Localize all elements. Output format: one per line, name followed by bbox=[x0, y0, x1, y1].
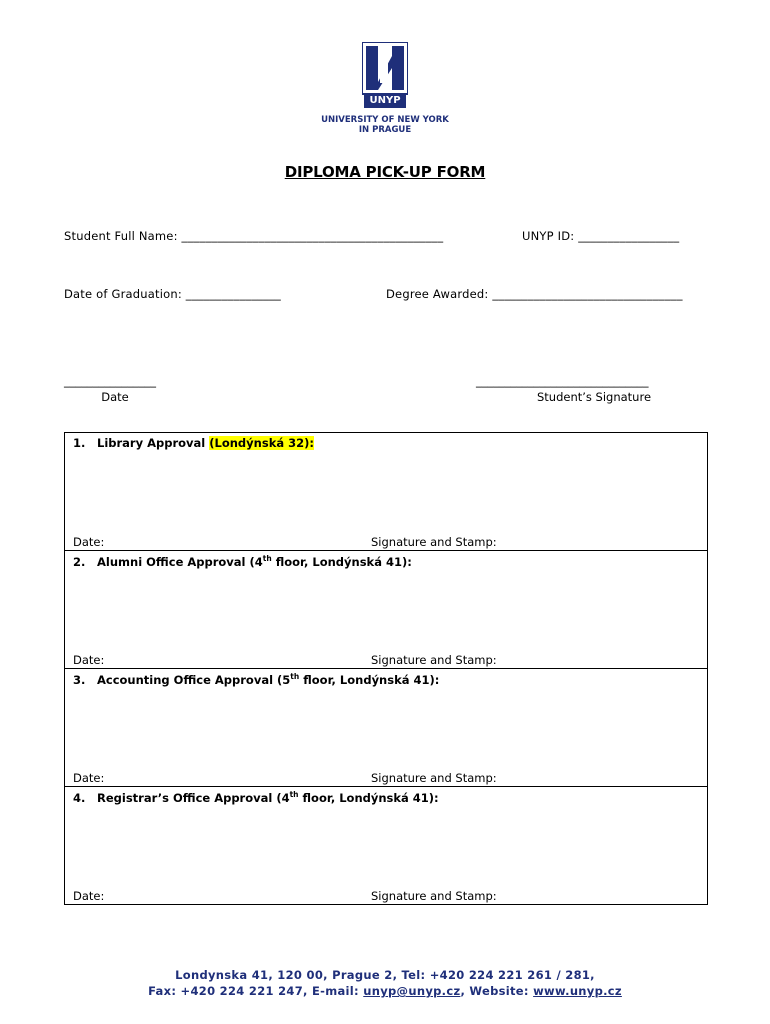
degree-field[interactable] bbox=[386, 287, 683, 301]
logo-line1: UNIVERSITY OF NEW YORK bbox=[321, 115, 449, 125]
student-signature-line[interactable]: ______________________________ bbox=[476, 374, 649, 388]
approval-signature-label: Signature and Stamp: bbox=[371, 771, 497, 785]
approval-date-label: Date: bbox=[73, 889, 105, 903]
approval-date-label: Date: bbox=[73, 653, 105, 667]
footer-address: Londynska 41, 120 00, Prague 2, Tel: +420 224 221 261 / 281, bbox=[175, 968, 595, 982]
unyp-id-field[interactable] bbox=[522, 229, 679, 243]
email-link[interactable]: unyp@unyp.cz bbox=[363, 984, 461, 998]
approvals-table bbox=[64, 432, 708, 905]
degree-label: Degree Awarded: bbox=[386, 287, 489, 301]
logo-wordmark: UNYP bbox=[369, 95, 401, 106]
student-signature-caption: Student’s Signature bbox=[536, 390, 652, 404]
page-title: DIPLOMA PICK-UP FORM bbox=[284, 163, 486, 181]
full-name-blank: ____________________________________________ bbox=[181, 229, 444, 243]
full-name-field[interactable] bbox=[64, 229, 443, 243]
approval-signature-label: Signature and Stamp: bbox=[371, 653, 497, 667]
approval-block-registrar[interactable] bbox=[65, 787, 707, 905]
full-name-label: Student Full Name: bbox=[64, 229, 178, 243]
date-signature-line[interactable]: ________________ bbox=[64, 374, 156, 388]
logo-line2: IN PRAGUE bbox=[358, 125, 412, 135]
highlighted-location: (Londýnská 32): bbox=[209, 436, 314, 450]
website-link[interactable]: www.unyp.cz bbox=[533, 984, 622, 998]
unyp-id-blank: _________________ bbox=[578, 229, 680, 243]
footer-contact: Fax: +420 224 221 247, E-mail: unyp@unyp.cz, Website: www.unyp.cz bbox=[148, 984, 622, 998]
unyp-id-label: UNYP ID: bbox=[522, 229, 575, 243]
approval-signature-label: Signature and Stamp: bbox=[371, 889, 497, 903]
approval-block-accounting[interactable] bbox=[65, 669, 707, 787]
approval-block-library[interactable] bbox=[65, 433, 707, 551]
approval-date-label: Date: bbox=[73, 771, 105, 785]
graduation-date-label: Date of Graduation: bbox=[64, 287, 182, 301]
approval-date-label: Date: bbox=[73, 535, 105, 549]
approval-signature-label: Signature and Stamp: bbox=[371, 535, 497, 549]
approval-heading: 3. Accounting Office Approval (5th floor, Londýnská 41): bbox=[73, 672, 440, 687]
approval-block-alumni[interactable] bbox=[65, 551, 707, 669]
unyp-logo bbox=[318, 42, 452, 138]
degree-blank: ________________________________ bbox=[492, 287, 683, 301]
approval-heading: 2. Alumni Office Approval (4th floor, Londýnská 41): bbox=[73, 554, 412, 569]
graduation-date-blank: ________________ bbox=[185, 287, 281, 301]
date-caption: Date bbox=[101, 390, 129, 404]
approval-heading: 1. Library Approval (Londýnská 32): bbox=[73, 436, 314, 450]
graduation-date-field[interactable] bbox=[64, 287, 281, 301]
approval-heading: 4. Registrar’s Office Approval (4th floor, Londýnská 41): bbox=[73, 790, 439, 805]
